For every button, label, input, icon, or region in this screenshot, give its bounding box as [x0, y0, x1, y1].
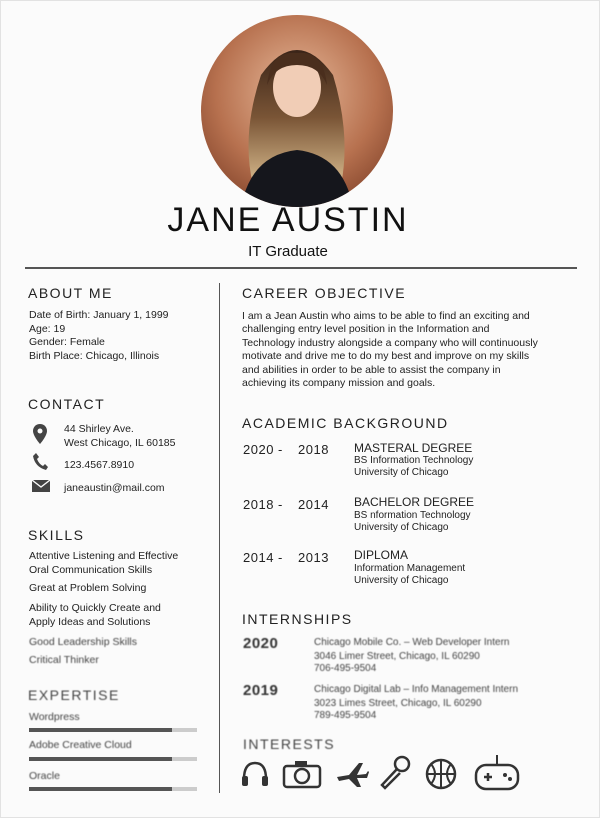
headphones-icon — [240, 759, 270, 789]
academic-field: BS Information Technology — [354, 455, 474, 466]
gamepad-icon — [474, 753, 520, 793]
about-heading: ABOUT ME — [28, 285, 113, 301]
location-icon — [33, 424, 47, 444]
expertise-bar-wordpress — [29, 728, 197, 732]
academic-to: 2014 — [298, 497, 329, 512]
skill-item: Attentive Listening and Effective — [29, 550, 179, 562]
skill-item: Ability to Quickly Create and — [29, 602, 161, 614]
objective-line: and abilities in order to be able to assist the company in — [242, 364, 501, 376]
airplane-icon — [335, 759, 369, 789]
academic-school: University of Chicago — [354, 522, 449, 533]
internship-title: Chicago Digital Lab – Info Management Intern — [314, 684, 519, 695]
skills-heading: SKILLS — [28, 527, 85, 543]
academic-school: University of Chicago — [354, 575, 449, 586]
objective-line: achieving its company mission and goals. — [242, 377, 436, 389]
expertise-label-oracle: Oracle — [29, 770, 60, 782]
about-age: Age: 19 — [29, 323, 66, 335]
academic-field: Information Management — [354, 563, 466, 574]
academic-to: 2018 — [298, 442, 329, 457]
expertise-fill — [29, 728, 172, 732]
expertise-label-adobe: Adobe Creative Cloud — [29, 739, 132, 751]
microphone-icon — [378, 755, 412, 791]
column-divider — [219, 283, 220, 793]
skill-item: Apply Ideas and Solutions — [29, 616, 151, 628]
academic-from: 2020 - — [243, 442, 283, 457]
internship-title: Chicago Mobile Co. – Web Developer Intern — [314, 637, 510, 648]
internship-phone: 789-495-9504 — [314, 710, 377, 721]
internship-address: 3023 Limes Street, Chicago, IL 60290 — [314, 698, 482, 709]
internship-address: 3046 Limer Street, Chicago, IL 60290 — [314, 651, 480, 662]
contact-address-2: West Chicago, IL 60185 — [64, 437, 176, 449]
objective-line: challenging entry level position in the Information and — [242, 323, 490, 335]
academic-to: 2013 — [298, 550, 329, 565]
contact-heading: CONTACT — [28, 396, 106, 412]
profile-photo — [201, 15, 393, 207]
internships-heading: INTERNSHIPS — [242, 611, 353, 627]
candidate-name: JANE AUSTIN — [167, 201, 409, 239]
academic-from: 2014 - — [243, 550, 283, 565]
header-divider — [25, 267, 577, 269]
academic-degree: MASTERAL DEGREE — [354, 441, 473, 455]
academic-heading: ACADEMIC BACKGROUND — [242, 415, 449, 431]
candidate-title: IT Graduate — [248, 243, 328, 260]
about-dob: Date of Birth: January 1, 1999 — [29, 309, 169, 321]
skill-item: Oral Communication Skills — [29, 564, 153, 576]
expertise-bar-adobe — [29, 757, 197, 761]
contact-email[interactable]: janeaustin@mail.com — [64, 482, 165, 494]
objective-line: motivate and drive me to do my best and improve on my skills — [242, 350, 530, 362]
academic-degree: DIPLOMA — [354, 548, 409, 562]
internship-year: 2020 — [243, 635, 279, 652]
about-gender: Gender: Female — [29, 336, 105, 348]
academic-school: University of Chicago — [354, 467, 449, 478]
academic-field: BS nformation Technology — [354, 510, 471, 521]
expertise-heading: EXPERTISE — [28, 687, 120, 703]
mail-icon — [32, 480, 50, 492]
contact-address-1: 44 Shirley Ave. — [64, 423, 134, 435]
about-birthplace: Birth Place: Chicago, Illinois — [29, 350, 160, 362]
objective-heading: CAREER OBJECTIVE — [242, 285, 407, 301]
skill-item: Great at Problem Solving — [29, 582, 147, 594]
expertise-fill — [29, 787, 172, 791]
camera-icon — [282, 759, 322, 789]
academic-from: 2018 - — [243, 497, 283, 512]
phone-icon — [33, 453, 48, 470]
objective-line: Technology industry alongside a company who will continuously — [242, 337, 538, 349]
skill-item: Critical Thinker — [29, 654, 99, 666]
basketball-icon — [425, 758, 457, 790]
expertise-bar-oracle — [29, 787, 197, 791]
skill-item: Good Leadership Skills — [29, 636, 137, 648]
contact-phone: 123.4567.8910 — [64, 459, 135, 471]
academic-degree: BACHELOR DEGREE — [354, 495, 475, 509]
interests-heading: INTERESTS — [243, 736, 336, 752]
expertise-label-wordpress: Wordpress — [29, 711, 80, 723]
objective-line: I am a Jean Austin who aims to be able to find an exciting and — [242, 310, 530, 322]
expertise-fill — [29, 757, 172, 761]
internship-phone: 706-495-9504 — [314, 663, 377, 674]
internship-year: 2019 — [243, 682, 279, 699]
